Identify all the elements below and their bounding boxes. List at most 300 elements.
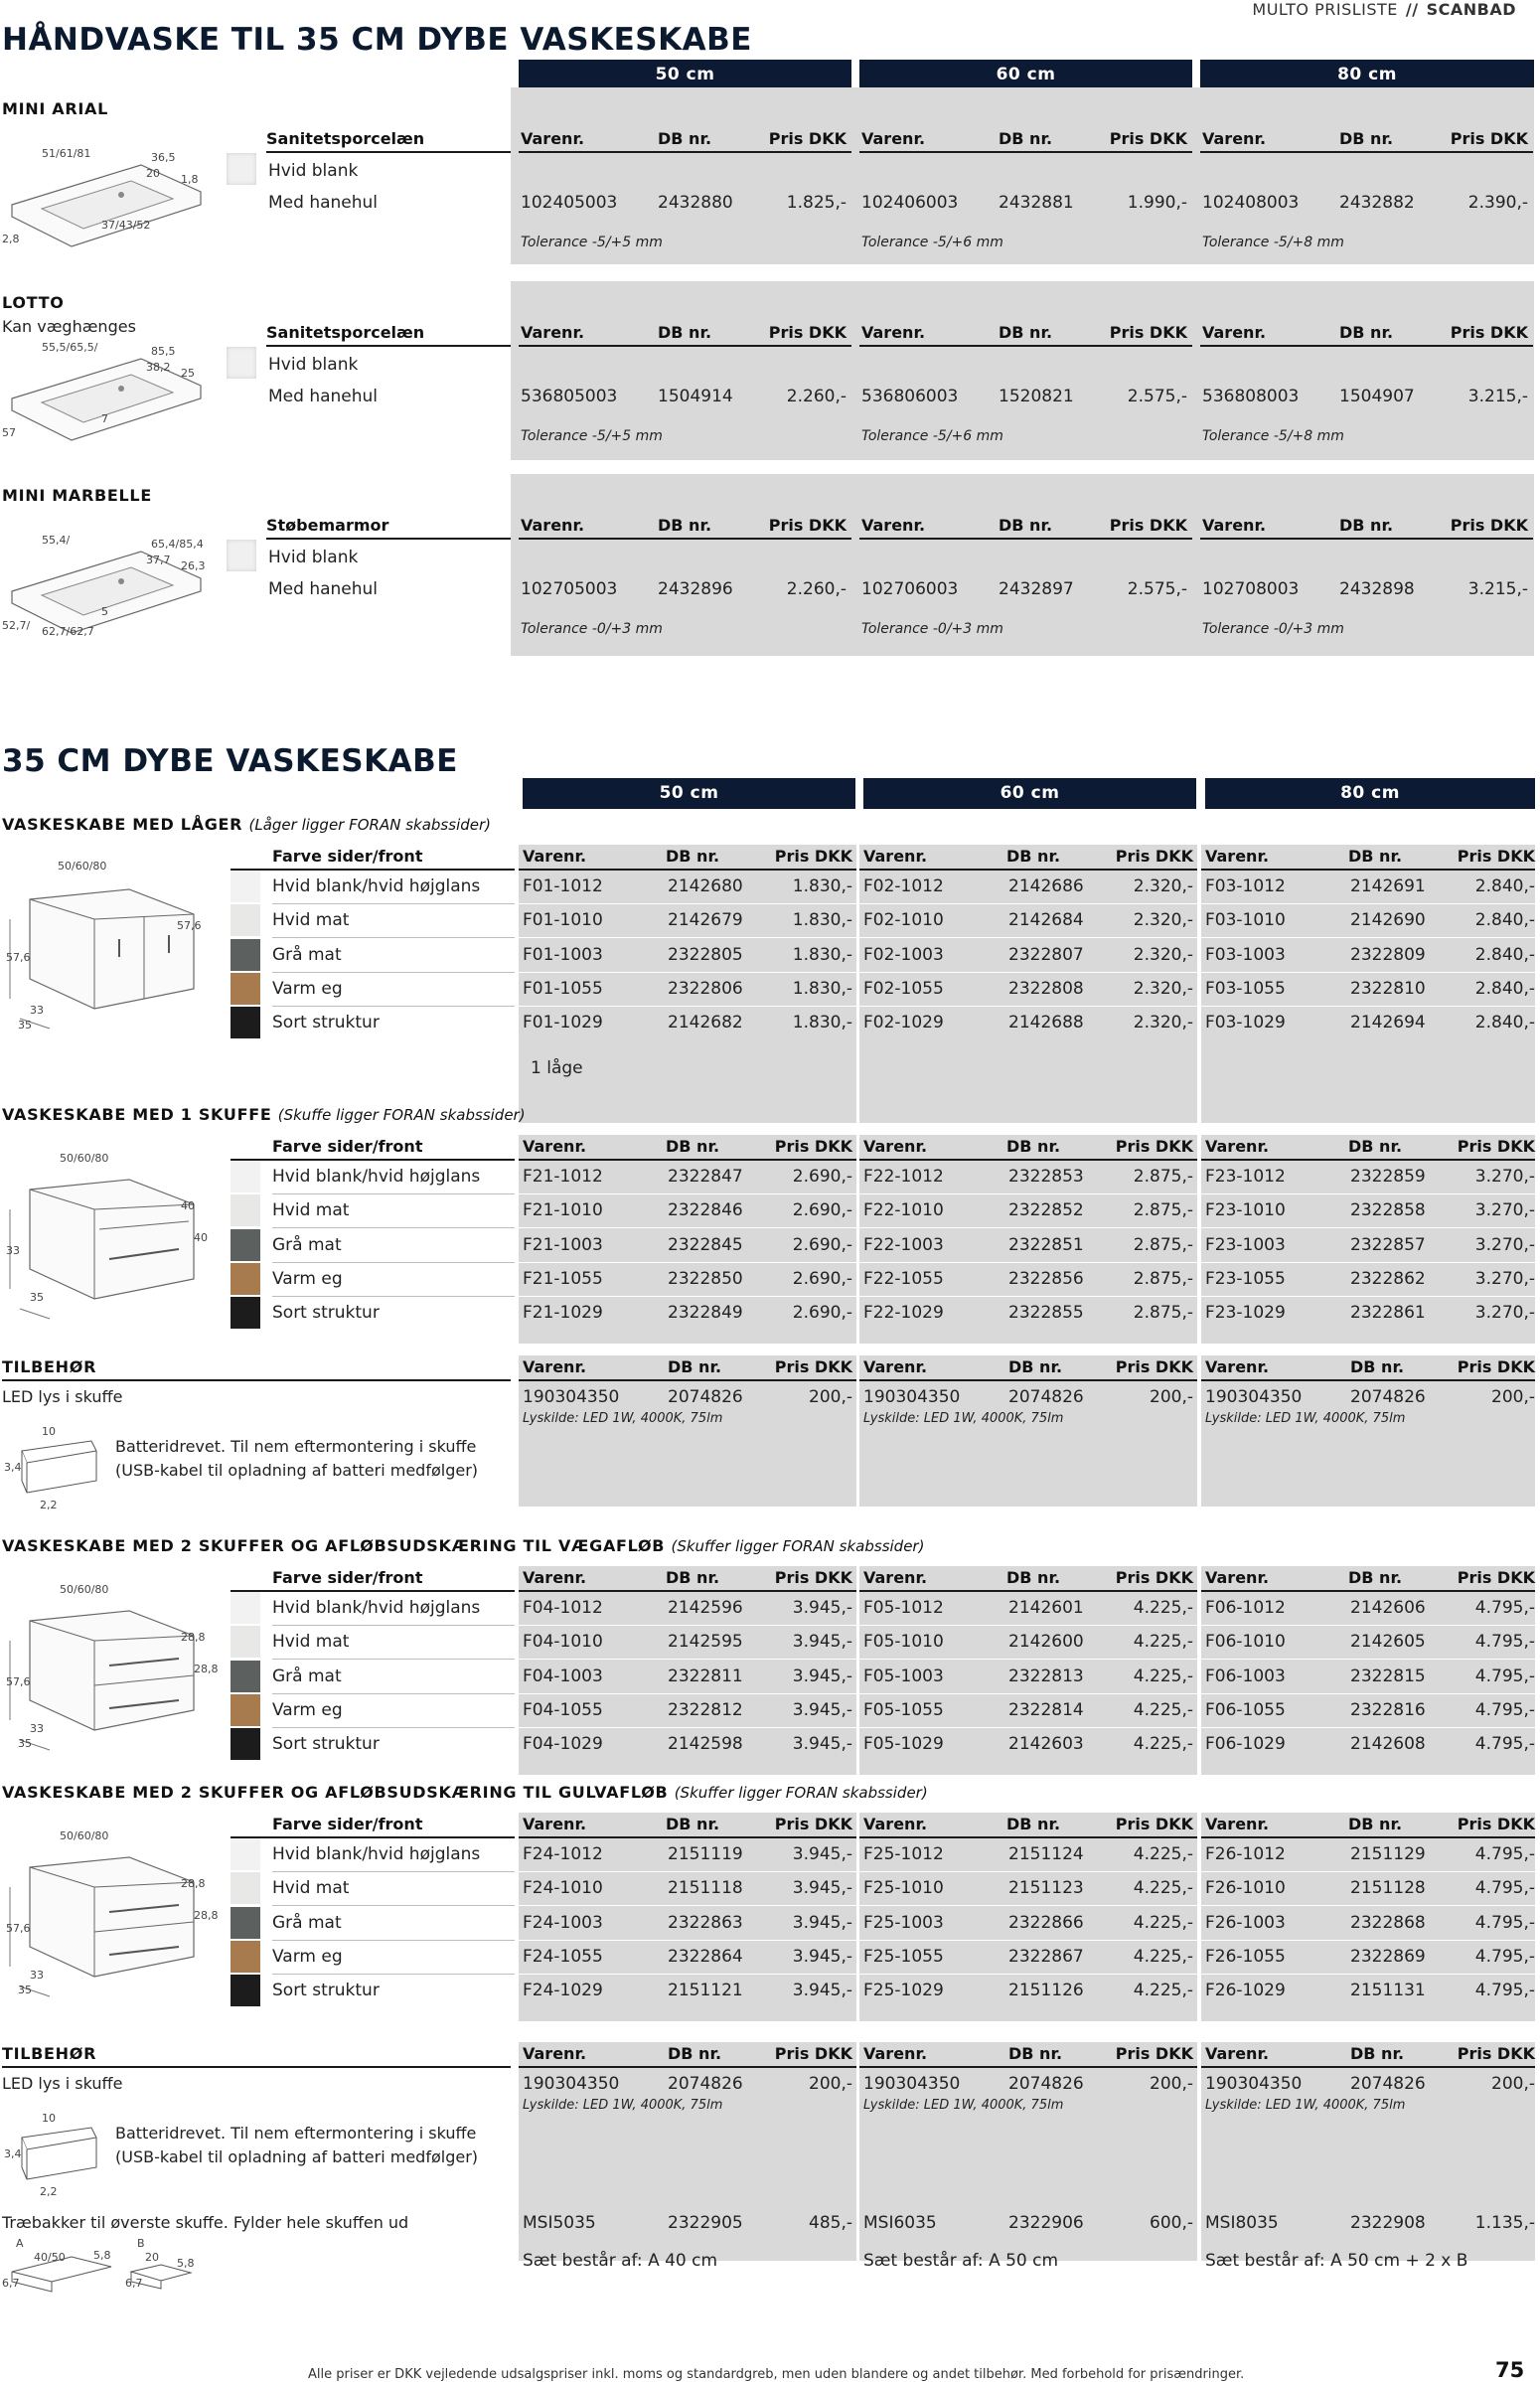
varenr: F02-1029 (863, 1013, 944, 1033)
tray-varenr: MSI6035 (863, 2213, 937, 2233)
price: 2.390,- (1467, 193, 1528, 213)
varenr: F03-1003 (1205, 944, 1286, 965)
dimension-label: 33 (6, 1244, 20, 1257)
led-price: 200,- (809, 2074, 852, 2094)
header-underline (266, 151, 511, 153)
header-underline (519, 538, 851, 540)
led-db-nr: 2074826 (668, 1387, 743, 1407)
header-underline (519, 345, 851, 347)
dimension-label: 57,6 (177, 919, 202, 932)
db-nr: 2151123 (1008, 1878, 1084, 1899)
header-underline (519, 1590, 856, 1592)
varenr: F04-1012 (523, 1598, 603, 1618)
color-name: Varm eg (272, 1699, 343, 1720)
db-nr: 2151129 (1350, 1844, 1426, 1864)
price: 4.795,- (1474, 1632, 1535, 1653)
color-swatch (231, 1975, 260, 2006)
db-nr: 2142682 (668, 1013, 743, 1033)
varenr: F23-1003 (1205, 1234, 1286, 1255)
varenr: 536808003 (1202, 387, 1300, 406)
col-header-price: Pris DKK (1115, 847, 1193, 866)
col-header-db: DB nr. (1348, 1815, 1403, 1833)
db-nr: 2322815 (1350, 1666, 1426, 1686)
dimension-label: 33 (30, 1004, 44, 1017)
varenr: 102706003 (861, 579, 959, 599)
price: 2.875,- (1133, 1200, 1193, 1221)
varenr: F25-1029 (863, 1981, 944, 2001)
col-header-varenr: Varenr. (521, 129, 585, 148)
front-color-header: Farve sider/front (272, 1815, 423, 1833)
dimension-label: 6,7 (125, 2277, 143, 2290)
col-header-varenr: Varenr. (863, 1357, 928, 1376)
col-header-price: Pris DKK (1457, 847, 1535, 866)
col-header-db: DB nr. (1339, 323, 1394, 342)
db-nr: 2322853 (1008, 1167, 1084, 1187)
section2-title: 35 CM DYBE VASKESKABE (2, 743, 458, 779)
price: 4.795,- (1474, 1981, 1535, 2001)
db-nr: 2432880 (658, 193, 733, 213)
dimension-label: 28,8 (194, 1663, 219, 1675)
dimension-label: 20 (146, 167, 160, 180)
dimension-label: A (16, 2237, 24, 2250)
db-nr: 2322810 (1350, 978, 1426, 999)
dimension-label: 3,4 (4, 2147, 22, 2160)
varenr: F23-1012 (1205, 1167, 1286, 1187)
row-divider (1201, 937, 1535, 938)
tray-db-nr: 2322905 (668, 2213, 743, 2233)
col-header-db: DB nr. (666, 1568, 720, 1587)
price: 2.875,- (1133, 1303, 1193, 1324)
varenr: F21-1029 (523, 1303, 603, 1324)
led-description: (USB-kabel til opladning af batteri medfølger) (115, 1461, 479, 1480)
price: 4.225,- (1133, 1912, 1193, 1933)
db-nr: 2142596 (668, 1598, 743, 1618)
price: 3.270,- (1474, 1200, 1535, 1221)
varenr: F03-1055 (1205, 978, 1286, 999)
dimension-label: 40 (181, 1199, 195, 1212)
db-nr: 2142688 (1008, 1013, 1084, 1033)
price: 2.690,- (792, 1268, 852, 1289)
tray-price: 1.135,- (1474, 2213, 1535, 2233)
led-price: 200,- (1491, 2074, 1535, 2094)
led-spec: Lyskilde: LED 1W, 4000K, 75lm (1205, 1411, 1406, 1426)
color-swatch (231, 1194, 260, 1226)
db-nr: 2322864 (668, 1946, 743, 1967)
col-header-varenr: Varenr. (521, 516, 585, 535)
dimension-label: 28,8 (194, 1909, 219, 1922)
varenr: F26-1055 (1205, 1946, 1286, 1967)
row-divider (272, 1296, 515, 1297)
led-spec: Lyskilde: LED 1W, 4000K, 75lm (523, 2098, 723, 2113)
basin-outline (2, 534, 206, 653)
price: 2.875,- (1133, 1268, 1193, 1289)
col-header-varenr: Varenr. (1202, 129, 1267, 148)
col-header-price: Pris DKK (1115, 1568, 1193, 1587)
price: 3.270,- (1474, 1167, 1535, 1187)
white-color-swatch (227, 540, 256, 571)
price: 3.215,- (1467, 579, 1528, 599)
row-divider (272, 1940, 515, 1941)
dimension-label: B (137, 2237, 145, 2250)
row-divider (272, 1905, 515, 1906)
group-note: (Låger ligger FORAN skabssider) (248, 816, 491, 834)
varenr: F24-1010 (523, 1878, 603, 1899)
price: 2.260,- (786, 579, 847, 599)
price: 3.270,- (1474, 1268, 1535, 1289)
group-note: (Skuffe ligger FORAN skabssider) (277, 1106, 526, 1124)
header-brand: SCANBAD (1426, 0, 1516, 19)
row-divider (519, 1193, 856, 1194)
col-header-db: DB nr. (1006, 1568, 1061, 1587)
row-divider (859, 1296, 1197, 1297)
color-name: Varm eg (272, 1946, 343, 1967)
dimension-label: 35 (18, 1737, 32, 1750)
row-divider (272, 1262, 515, 1263)
dimension-label: 37/43/52 (101, 219, 151, 232)
varenr: F22-1012 (863, 1167, 944, 1187)
row-divider (859, 903, 1197, 904)
varenr: F22-1029 (863, 1303, 944, 1324)
width-header-60: 60 cm (863, 778, 1196, 809)
row-divider (272, 1006, 515, 1007)
db-nr: 1504907 (1339, 387, 1415, 406)
header-underline (231, 1159, 515, 1161)
db-nr: 2322845 (668, 1234, 743, 1255)
led-description: (USB-kabel til opladning af batteri medfølger) (115, 2147, 479, 2166)
color-swatch (231, 1941, 260, 1973)
col-header-varenr: Varenr. (863, 1568, 928, 1587)
group-note: (Skuffer ligger FORAN skabssider) (674, 1784, 928, 1802)
col-header-db: DB nr. (658, 323, 712, 342)
color-swatch (231, 871, 260, 902)
color-name: Sort struktur (272, 1734, 380, 1755)
color-name: Hvid mat (272, 910, 350, 931)
price: 2.690,- (792, 1234, 852, 1255)
color-swatch (231, 1872, 260, 1904)
col-header-price: Pris DKK (1115, 1137, 1193, 1156)
col-header-price: Pris DKK (1457, 1357, 1535, 1376)
price: 3.945,- (792, 1734, 852, 1755)
led-varenr: 190304350 (523, 2074, 620, 2094)
col-header-price: Pris DKK (1109, 516, 1187, 535)
dimension-label: 35 (30, 1291, 44, 1304)
varenr: F04-1055 (523, 1699, 603, 1720)
tolerance: Tolerance -0/+3 mm (521, 621, 663, 637)
col-header-db: DB nr. (658, 129, 712, 148)
dimension-label: 52,7/ (2, 619, 31, 632)
dimension-label: 3,4 (4, 1461, 22, 1474)
led-varenr: 190304350 (1205, 2074, 1303, 2094)
db-nr: 2322867 (1008, 1946, 1084, 1967)
tray-set: Sæt består af: A 50 cm (863, 2251, 1059, 2271)
finish-label: Hvid blank (268, 355, 359, 375)
varenr: F05-1055 (863, 1699, 944, 1720)
col-header-price: Pris DKK (1109, 323, 1187, 342)
header-underline (1201, 1836, 1535, 1838)
row-divider (859, 1659, 1197, 1660)
group-title (2, 1783, 928, 1802)
db-nr: 2142605 (1350, 1632, 1426, 1653)
db-nr: 2432896 (658, 579, 733, 599)
col-header-varenr: Varenr. (523, 1137, 587, 1156)
varenr: F23-1010 (1205, 1200, 1286, 1221)
tray-db-nr: 2322908 (1350, 2213, 1426, 2233)
db-nr: 2322861 (1350, 1303, 1426, 1324)
varenr: F01-1010 (523, 910, 603, 931)
price: 2.840,- (1474, 910, 1535, 931)
tray-set: Sæt består af: A 50 cm + 2 x B (1205, 2251, 1468, 2271)
row-divider (859, 1693, 1197, 1694)
footer-note: Alle priser er DKK vejledende udsalgspriser inkl. moms og standardgreb, men uden blandere og andet tilbehør. Med forbehold for prisændringer. (308, 2367, 1245, 2382)
db-nr: 2151124 (1008, 1844, 1084, 1864)
row-divider (519, 1262, 856, 1263)
width-header-80: 80 cm (1205, 778, 1535, 809)
col-header-varenr: Varenr. (1205, 1815, 1270, 1833)
price: 3.945,- (792, 1946, 852, 1967)
color-swatch (231, 1661, 260, 1692)
col-header-varenr: Varenr. (1205, 1357, 1270, 1376)
col-header-varenr: Varenr. (523, 2044, 587, 2063)
db-nr: 2151119 (668, 1844, 743, 1864)
header-underline (519, 151, 851, 153)
page-header (1252, 0, 1516, 19)
col-header-price: Pris DKK (774, 1137, 852, 1156)
basin-outline (2, 147, 206, 266)
col-header-price: Pris DKK (768, 129, 847, 148)
db-nr: 2322857 (1350, 1234, 1426, 1255)
row-divider (519, 972, 856, 973)
tray-name: Træbakker til øverste skuffe. Fylder hele skuffen ud (2, 2213, 409, 2232)
color-swatch (231, 1161, 260, 1192)
price: 3.945,- (792, 1878, 852, 1899)
header-underline (859, 1836, 1197, 1838)
tray-price: 600,- (1150, 2213, 1193, 2233)
row-divider (859, 1625, 1197, 1626)
group-note: (Skuffer ligger FORAN skabssider) (671, 1537, 925, 1555)
col-header-varenr: Varenr. (1205, 847, 1270, 866)
price: 4.225,- (1133, 1666, 1193, 1686)
tray-db-nr: 2322906 (1008, 2213, 1084, 2233)
varenr: F06-1029 (1205, 1734, 1286, 1755)
dimension-label: 50/60/80 (60, 1583, 109, 1596)
col-header-db: DB nr. (1008, 1357, 1063, 1376)
dimension-label: 40 (194, 1231, 208, 1244)
price: 2.840,- (1474, 978, 1535, 999)
varenr: F06-1003 (1205, 1666, 1286, 1686)
db-nr: 2142679 (668, 910, 743, 931)
db-nr: 2142601 (1008, 1598, 1084, 1618)
header-catalog: MULTO PRISLISTE (1252, 0, 1398, 19)
product-subtitle: Kan væghænges (2, 317, 136, 336)
varenr: F05-1012 (863, 1598, 944, 1618)
col-header-price: Pris DKK (768, 516, 847, 535)
db-nr: 1520821 (999, 387, 1074, 406)
db-nr: 2142690 (1350, 910, 1426, 931)
db-nr: 2322855 (1008, 1303, 1084, 1324)
dimension-label: 55,5/65,5/ (42, 341, 98, 354)
header-underline (1200, 345, 1533, 347)
price: 2.875,- (1133, 1167, 1193, 1187)
dimension-label: 2,2 (40, 1499, 58, 1511)
header-underline (519, 1836, 856, 1838)
price: 2.320,- (1133, 944, 1193, 965)
col-header-varenr: Varenr. (1205, 2044, 1270, 2063)
dimension-label: 6,7 (2, 2277, 20, 2290)
color-name: Sort struktur (272, 1981, 380, 2001)
color-name: Hvid mat (272, 1878, 350, 1899)
color-name: Hvid blank/hvid højglans (272, 876, 481, 896)
col-header-db: DB nr. (1348, 847, 1403, 866)
price: 4.225,- (1133, 1981, 1193, 2001)
dimension-label: 5,8 (177, 2257, 195, 2270)
front-color-header: Farve sider/front (272, 1568, 423, 1587)
db-nr: 2142691 (1350, 876, 1426, 896)
varenr: 102708003 (1202, 579, 1300, 599)
header-underline (859, 2066, 1197, 2068)
price: 1.830,- (792, 944, 852, 965)
dimension-label: 5 (101, 605, 108, 618)
varenr: F04-1010 (523, 1632, 603, 1653)
price: 2.690,- (792, 1167, 852, 1187)
row-divider (272, 1227, 515, 1228)
row-divider (272, 1727, 515, 1728)
varenr: F24-1003 (523, 1912, 603, 1933)
varenr: F22-1010 (863, 1200, 944, 1221)
dimension-label: 2,2 (40, 2185, 58, 2198)
col-header-db: DB nr. (1350, 1357, 1405, 1376)
header-underline (859, 869, 1197, 871)
led-db-nr: 2074826 (668, 2074, 743, 2094)
led-price: 200,- (1150, 2074, 1193, 2094)
varenr: 102408003 (1202, 193, 1300, 213)
header-underline (519, 869, 856, 871)
col-header-price: Pris DKK (1450, 323, 1528, 342)
row-divider (1201, 1905, 1535, 1906)
db-nr: 2432897 (999, 579, 1074, 599)
price: 1.830,- (792, 910, 852, 931)
varenr: 536806003 (861, 387, 959, 406)
color-swatch (231, 1694, 260, 1726)
led-drawing (2, 1411, 111, 1510)
header-underline (1201, 1159, 1535, 1161)
tap-hole-label: Med hanehul (268, 579, 379, 599)
color-name: Varm eg (272, 1268, 343, 1289)
color-swatch (231, 1007, 260, 1038)
db-nr: 1504914 (658, 387, 733, 406)
dimension-label: 85,5 (151, 345, 176, 358)
dimension-label: 50/60/80 (60, 1152, 109, 1165)
dimension-label: 20 (145, 2251, 159, 2264)
col-header-price: Pris DKK (1109, 129, 1187, 148)
tolerance: Tolerance -5/+5 mm (521, 428, 663, 444)
col-header-price: Pris DKK (774, 847, 852, 866)
width-header-60: 60 cm (859, 60, 1192, 90)
led-description: Batteridrevet. Til nem eftermontering i skuffe (115, 1437, 477, 1456)
row-divider (519, 1296, 856, 1297)
db-nr: 2322856 (1008, 1268, 1084, 1289)
basin-drawing (2, 147, 206, 266)
col-header-varenr: Varenr. (1205, 1568, 1270, 1587)
color-name: Sort struktur (272, 1303, 380, 1324)
color-swatch (231, 904, 260, 936)
basin-outline (2, 341, 206, 460)
col-header-varenr: Varenr. (521, 323, 585, 342)
tap-hole-label: Med hanehul (268, 387, 379, 406)
header-underline (1201, 869, 1535, 871)
varenr: F06-1055 (1205, 1699, 1286, 1720)
db-nr: 2432881 (999, 193, 1074, 213)
db-nr: 2322811 (668, 1666, 743, 1686)
header-underline (859, 538, 1192, 540)
col-header-varenr: Varenr. (523, 1568, 587, 1587)
col-header-db: DB nr. (666, 1137, 720, 1156)
col-header-db: DB nr. (1348, 1137, 1403, 1156)
price: 4.225,- (1133, 1699, 1193, 1720)
led-db-nr: 2074826 (1350, 2074, 1426, 2094)
col-header-price: Pris DKK (1450, 516, 1528, 535)
led-db-nr: 2074826 (1350, 1387, 1426, 1407)
col-header-varenr: Varenr. (523, 1815, 587, 1833)
row-divider (519, 1974, 856, 1975)
header-underline (266, 345, 511, 347)
db-nr: 2142680 (668, 876, 743, 896)
col-header-price: Pris DKK (1115, 1357, 1193, 1376)
col-header-varenr: Varenr. (1202, 516, 1267, 535)
db-nr: 2322866 (1008, 1912, 1084, 1933)
price: 2.690,- (792, 1200, 852, 1221)
basin-drawing (2, 341, 206, 460)
tray-varenr: MSI5035 (523, 2213, 596, 2233)
tolerance: Tolerance -5/+8 mm (1202, 235, 1344, 250)
finish-label: Hvid blank (268, 161, 359, 181)
width-header-80: 80 cm (1200, 60, 1534, 90)
varenr: F01-1003 (523, 944, 603, 965)
row-divider (859, 1940, 1197, 1941)
varenr: F25-1010 (863, 1878, 944, 1899)
tolerance: Tolerance -5/+6 mm (861, 235, 1003, 250)
price: 3.945,- (792, 1632, 852, 1653)
col-header-db: DB nr. (668, 2044, 722, 2063)
header-underline (519, 2066, 856, 2068)
row-divider (519, 1227, 856, 1228)
col-header-db: DB nr. (658, 516, 712, 535)
header-underline (2, 2066, 511, 2068)
price: 2.575,- (1127, 387, 1187, 406)
product-name: MINI ARIAL (2, 99, 109, 118)
varenr: F02-1055 (863, 978, 944, 999)
tolerance: Tolerance -5/+5 mm (521, 235, 663, 250)
col-header-price: Pris DKK (1457, 2044, 1535, 2063)
led-spec: Lyskilde: LED 1W, 4000K, 75lm (863, 1411, 1064, 1426)
db-nr: 2322813 (1008, 1666, 1084, 1686)
tray-set: Sæt består af: A 40 cm (523, 2251, 718, 2271)
dimension-label: 38,2 (146, 361, 171, 374)
col-header-price: Pris DKK (1457, 1568, 1535, 1587)
led-price: 200,- (1150, 1387, 1193, 1407)
product-name: LOTTO (2, 293, 65, 312)
accessory-panel (519, 1355, 856, 1507)
row-divider (519, 1905, 856, 1906)
price: 4.795,- (1474, 1912, 1535, 1933)
db-nr: 2322812 (668, 1699, 743, 1720)
varenr: F01-1012 (523, 876, 603, 896)
dimension-label: 57 (2, 426, 16, 439)
db-nr: 2322850 (668, 1268, 743, 1289)
color-swatch (231, 1592, 260, 1624)
led-varenr: 190304350 (863, 2074, 961, 2094)
price: 2.320,- (1133, 1013, 1193, 1033)
col-header-varenr: Varenr. (863, 847, 928, 866)
